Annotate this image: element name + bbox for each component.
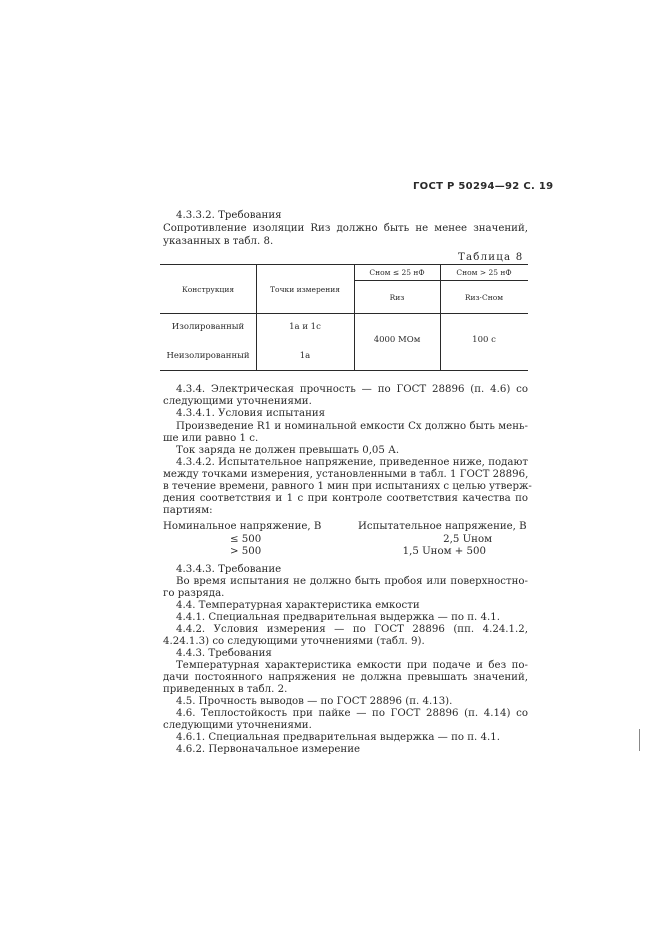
table-cell: 1а и 1с xyxy=(289,322,321,332)
table-rule xyxy=(160,313,528,314)
table-rule xyxy=(354,264,355,370)
paragraph-line: 4.4.1. Специальная предварительная выдержка — по п. 4.1. xyxy=(176,612,500,623)
paragraph-line: 4.24.1.3) со следующими уточнениями (табл. 9). xyxy=(163,636,425,647)
paragraph-line: Температурная характеристика емкости при подаче и без по- xyxy=(176,660,528,671)
paragraph-line: следующими уточнениями. xyxy=(163,720,312,731)
table-cell: 1а xyxy=(299,351,311,361)
paragraph-line: следующими уточнениями. xyxy=(163,396,312,407)
table-cell: 4000 МОм xyxy=(373,335,421,345)
paragraph-line: 4.4.3. Требования xyxy=(176,648,272,659)
paragraph-line: 4.6.2. Первоначальное измерение xyxy=(176,744,361,755)
table-rule xyxy=(440,264,441,370)
voltage-header: Испытательное напряжение, В xyxy=(358,521,527,532)
paragraph-line: 4.6. Теплостойкость при пайке — по ГОСТ 28896 (п. 4.14) со xyxy=(176,708,528,719)
table-caption: Таблица 8 xyxy=(458,252,524,263)
table-rule xyxy=(354,280,528,281)
column-header: Сном > 25 нФ xyxy=(456,268,512,277)
column-header: Конструкция xyxy=(181,285,235,294)
paragraph-line: Ток заряда не должен превышать 0,05 А. xyxy=(176,445,400,456)
paragraph-line: Произведение R1 и номинальной емкости Сх должно быть мень- xyxy=(176,421,528,432)
paragraph-line: в течение времени, равного 1 мин при испытаниях с целью утверж- xyxy=(163,481,532,492)
voltage-value: 1,5 Uном + 500 xyxy=(402,546,486,557)
paragraph-line: 4.3.4.1. Условия испытания xyxy=(176,408,326,419)
voltage-value: > 500 xyxy=(230,546,262,557)
paragraph-line: 4.3.4.2. Испытательное напряжение, приведенное ниже, подают xyxy=(176,457,528,468)
paragraph-line: 4.4. Температурная характеристика емкости xyxy=(176,600,420,611)
paragraph-line: партиям: xyxy=(163,505,213,516)
paragraph-line: дения соответствия и 1 с при контроле соответствия качества по xyxy=(163,493,528,504)
paragraph-line: 4.5. Прочность выводов — по ГОСТ 28896 (п. 4.13). xyxy=(176,696,453,707)
table-cell: 100 с xyxy=(472,335,496,345)
table-cell: Неизолированный xyxy=(166,351,250,361)
paragraph-line: ше или равно 1 с. xyxy=(163,433,259,444)
table-cell: Изолированный xyxy=(171,322,245,332)
page-header: ГОСТ Р 50294—92 С. 19 xyxy=(413,181,554,192)
voltage-value: 2,5 Uном xyxy=(443,534,492,545)
paragraph-line: дачи постоянного напряжения не должна превышать значений, xyxy=(163,672,528,683)
paragraph-line: 4.3.4.3. Требование xyxy=(176,564,282,575)
paragraph-line: указанных в табл. 8. xyxy=(163,236,274,247)
paragraph-line: 4.6.1. Специальная предварительная выдержка — по п. 4.1. xyxy=(176,732,500,743)
margin-mark xyxy=(639,729,640,751)
column-subheader: Rиз xyxy=(389,293,405,302)
paragraph-line: приведенных в табл. 2. xyxy=(163,684,288,695)
paragraph-line: 4.3.4. Электрическая прочность — по ГОСТ 28896 (п. 4.6) со xyxy=(176,384,528,395)
voltage-value: ≤ 500 xyxy=(230,534,262,545)
section-heading: 4.3.3.2. Требования xyxy=(176,210,282,221)
column-subheader: Rиз·Сном xyxy=(464,293,504,302)
table-rule xyxy=(160,264,528,265)
paragraph-line: 4.4.2. Условия измерения — по ГОСТ 28896 (пп. 4.24.1.2, xyxy=(176,624,528,635)
column-header: Сном ≤ 25 нФ xyxy=(369,268,425,277)
column-header: Точки измерения xyxy=(270,285,340,294)
table-rule xyxy=(160,370,528,371)
paragraph-line: го разряда. xyxy=(163,588,225,599)
paragraph-line: между точками измерения, установленными в табл. 1 ГОСТ 28896, xyxy=(163,469,529,480)
voltage-header: Номинальное напряжение, В xyxy=(163,521,322,532)
paragraph-line: Сопротивление изоляции Rиз должно быть не менее значений, xyxy=(163,223,528,234)
paragraph-line: Во время испытания не должно быть пробоя или поверхностно- xyxy=(176,576,528,587)
